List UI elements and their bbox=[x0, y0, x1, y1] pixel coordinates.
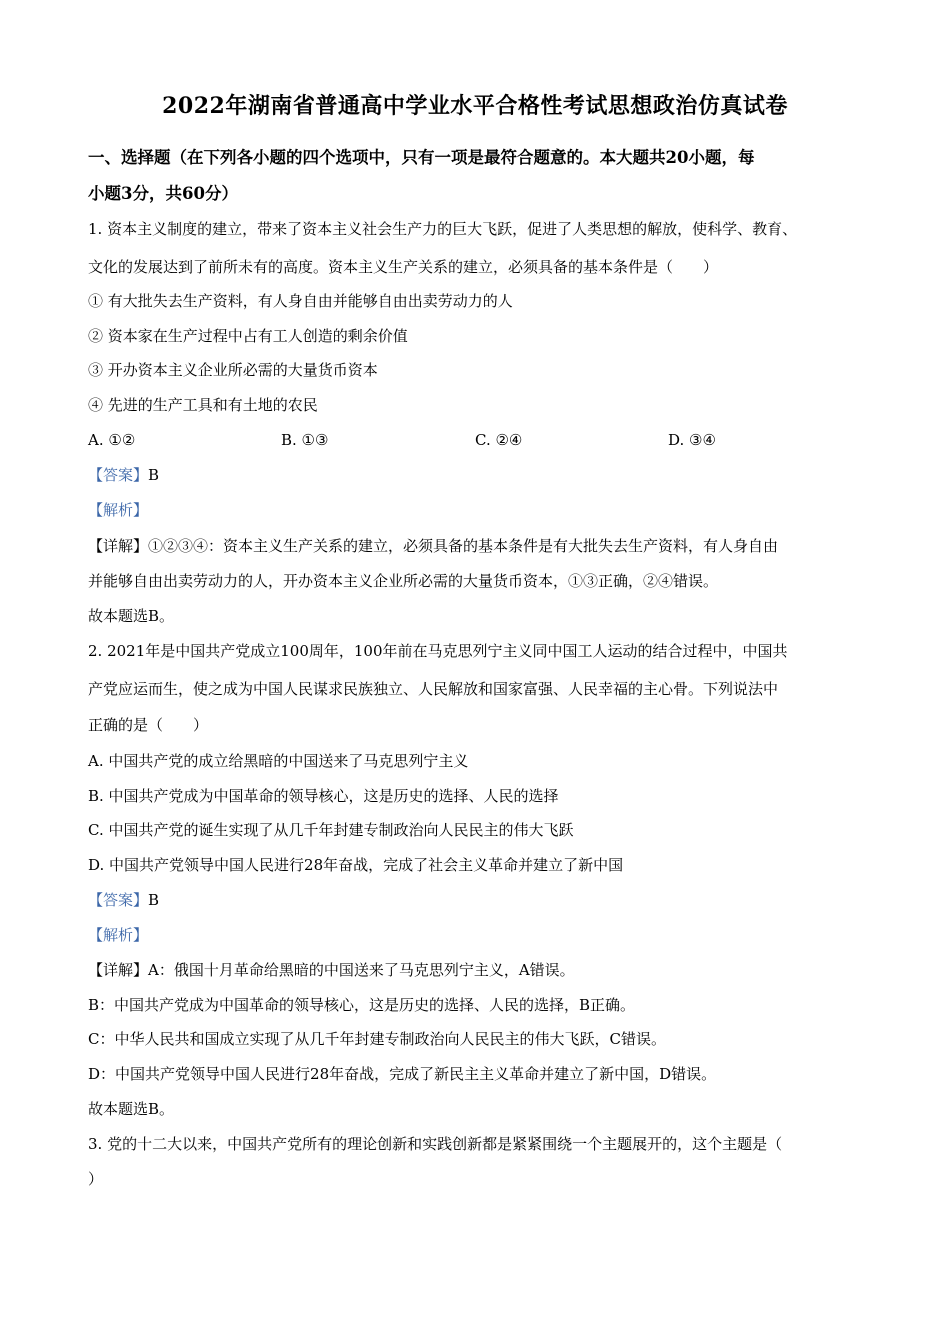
q2-detail-tag: 【详解】 bbox=[88, 961, 149, 979]
section-heading bbox=[88, 140, 868, 212]
q2-option-a: A. 中国共产党的成立给黑暗的中国送来了马克思列宁主义 bbox=[88, 752, 469, 770]
q2-option-d: D. 中国共产党领导中国人民进行28年奋战，完成了社会主义革命并建立了新中国 bbox=[88, 856, 624, 874]
q3-stem-line1: 3. 党的十二大以来，中国共产党所有的理论创新和实践创新都是紧紧围绕一个主题展开的，这个主题是（ bbox=[88, 1135, 783, 1153]
q1-analysis-tag: 【解析】 bbox=[88, 501, 149, 519]
q1-stem-line1: 1. 资本主义制度的建立，带来了资本主义社会生产力的巨大飞跃，促进了人类思想的解放，使科学、教育、 bbox=[88, 220, 798, 238]
q1-detail-line1 bbox=[88, 535, 878, 557]
q2-detail-a-text: A：俄国十月革命给黑暗的中国送来了马克思列宁主义，A错误。 bbox=[148, 961, 575, 979]
q2-answer-value: B bbox=[148, 891, 160, 909]
q1-answer-tag: 【答案】 bbox=[88, 466, 149, 484]
q1-option-d: D. ③④ bbox=[668, 431, 716, 449]
q1-answer bbox=[88, 464, 878, 486]
q2-stem-line1: 2. 2021年是中国共产党成立100周年，100年前在马克思列宁主义同中国工人运动的结合过程中，中国共 bbox=[88, 642, 788, 660]
q1-detail-text1: ①②③④：资本主义生产关系的建立，必须具备的基本条件是有大批失去生产资料，有人身自由 bbox=[148, 537, 779, 555]
q2-answer-tag: 【答案】 bbox=[88, 891, 149, 909]
q2-detail-a bbox=[88, 959, 878, 981]
q1-item-4: ④ 先进的生产工具和有土地的农民 bbox=[88, 396, 318, 414]
q2-option-c: C. 中国共产党的诞生实现了从几千年封建专制政治向人民民主的伟大飞跃 bbox=[88, 821, 574, 839]
q1-detail-tag: 【详解】 bbox=[88, 537, 149, 555]
q2-option-b: B. 中国共产党成为中国革命的领导核心，这是历史的选择、人民的选择 bbox=[88, 787, 559, 805]
q1-item-1: ① 有大批失去生产资料，有人身自由并能够自由出卖劳动力的人 bbox=[88, 292, 513, 310]
section-heading-line1: 一、选择题（在下列各小题的四个选项中，只有一项是最符合题意的。本大题共20小题，每 bbox=[88, 148, 755, 167]
q1-analysis bbox=[88, 499, 878, 521]
q2-detail-b: B：中国共产党成为中国革命的领导核心，这是历史的选择、人民的选择，B正确。 bbox=[88, 996, 636, 1014]
q1-detail-line2: 并能够自由出卖劳动力的人，开办资本主义企业所必需的大量货币资本，①③正确，②④错误。 bbox=[88, 572, 719, 590]
q2-answer bbox=[88, 889, 878, 911]
q2-analysis-tag: 【解析】 bbox=[88, 926, 149, 944]
q2-conclusion: 故本题选B。 bbox=[88, 1100, 175, 1118]
q1-stem-line2: 文化的发展达到了前所未有的高度。资本主义生产关系的建立，必须具备的基本条件是（ ） bbox=[88, 258, 719, 276]
q1-option-a: A. ①② bbox=[88, 431, 136, 449]
q1-option-c: C. ②④ bbox=[475, 431, 523, 449]
q1-conclusion: 故本题选B。 bbox=[88, 607, 175, 625]
section-heading-line2: 小题3分，共60分） bbox=[88, 184, 238, 203]
q3-stem-line2: ） bbox=[88, 1170, 104, 1188]
q2-analysis bbox=[88, 924, 878, 946]
q2-detail-c: C：中华人民共和国成立实现了从几千年封建专制政治向人民民主的伟大飞跃，C错误。 bbox=[88, 1030, 666, 1048]
q1-item-2: ② 资本家在生产过程中占有工人创造的剩余价值 bbox=[88, 327, 408, 345]
q1-answer-value: B bbox=[148, 466, 160, 484]
q2-detail-d: D：中国共产党领导中国人民进行28年奋战，完成了新民主主义革命并建立了新中国，D错误。 bbox=[88, 1065, 717, 1083]
q2-stem-line2: 产党应运而生，使之成为中国人民谋求民族独立、人民解放和国家富强、人民幸福的主心骨。下列说法中 bbox=[88, 680, 779, 698]
q2-stem-line3: 正确的是（ ） bbox=[88, 716, 209, 734]
page-title: 2022年湖南省普通高中学业水平合格性考试思想政治仿真试卷 bbox=[162, 93, 788, 119]
q1-option-b: B. ①③ bbox=[281, 431, 329, 449]
q1-item-3: ③ 开办资本主义企业所必需的大量货币资本 bbox=[88, 361, 378, 379]
